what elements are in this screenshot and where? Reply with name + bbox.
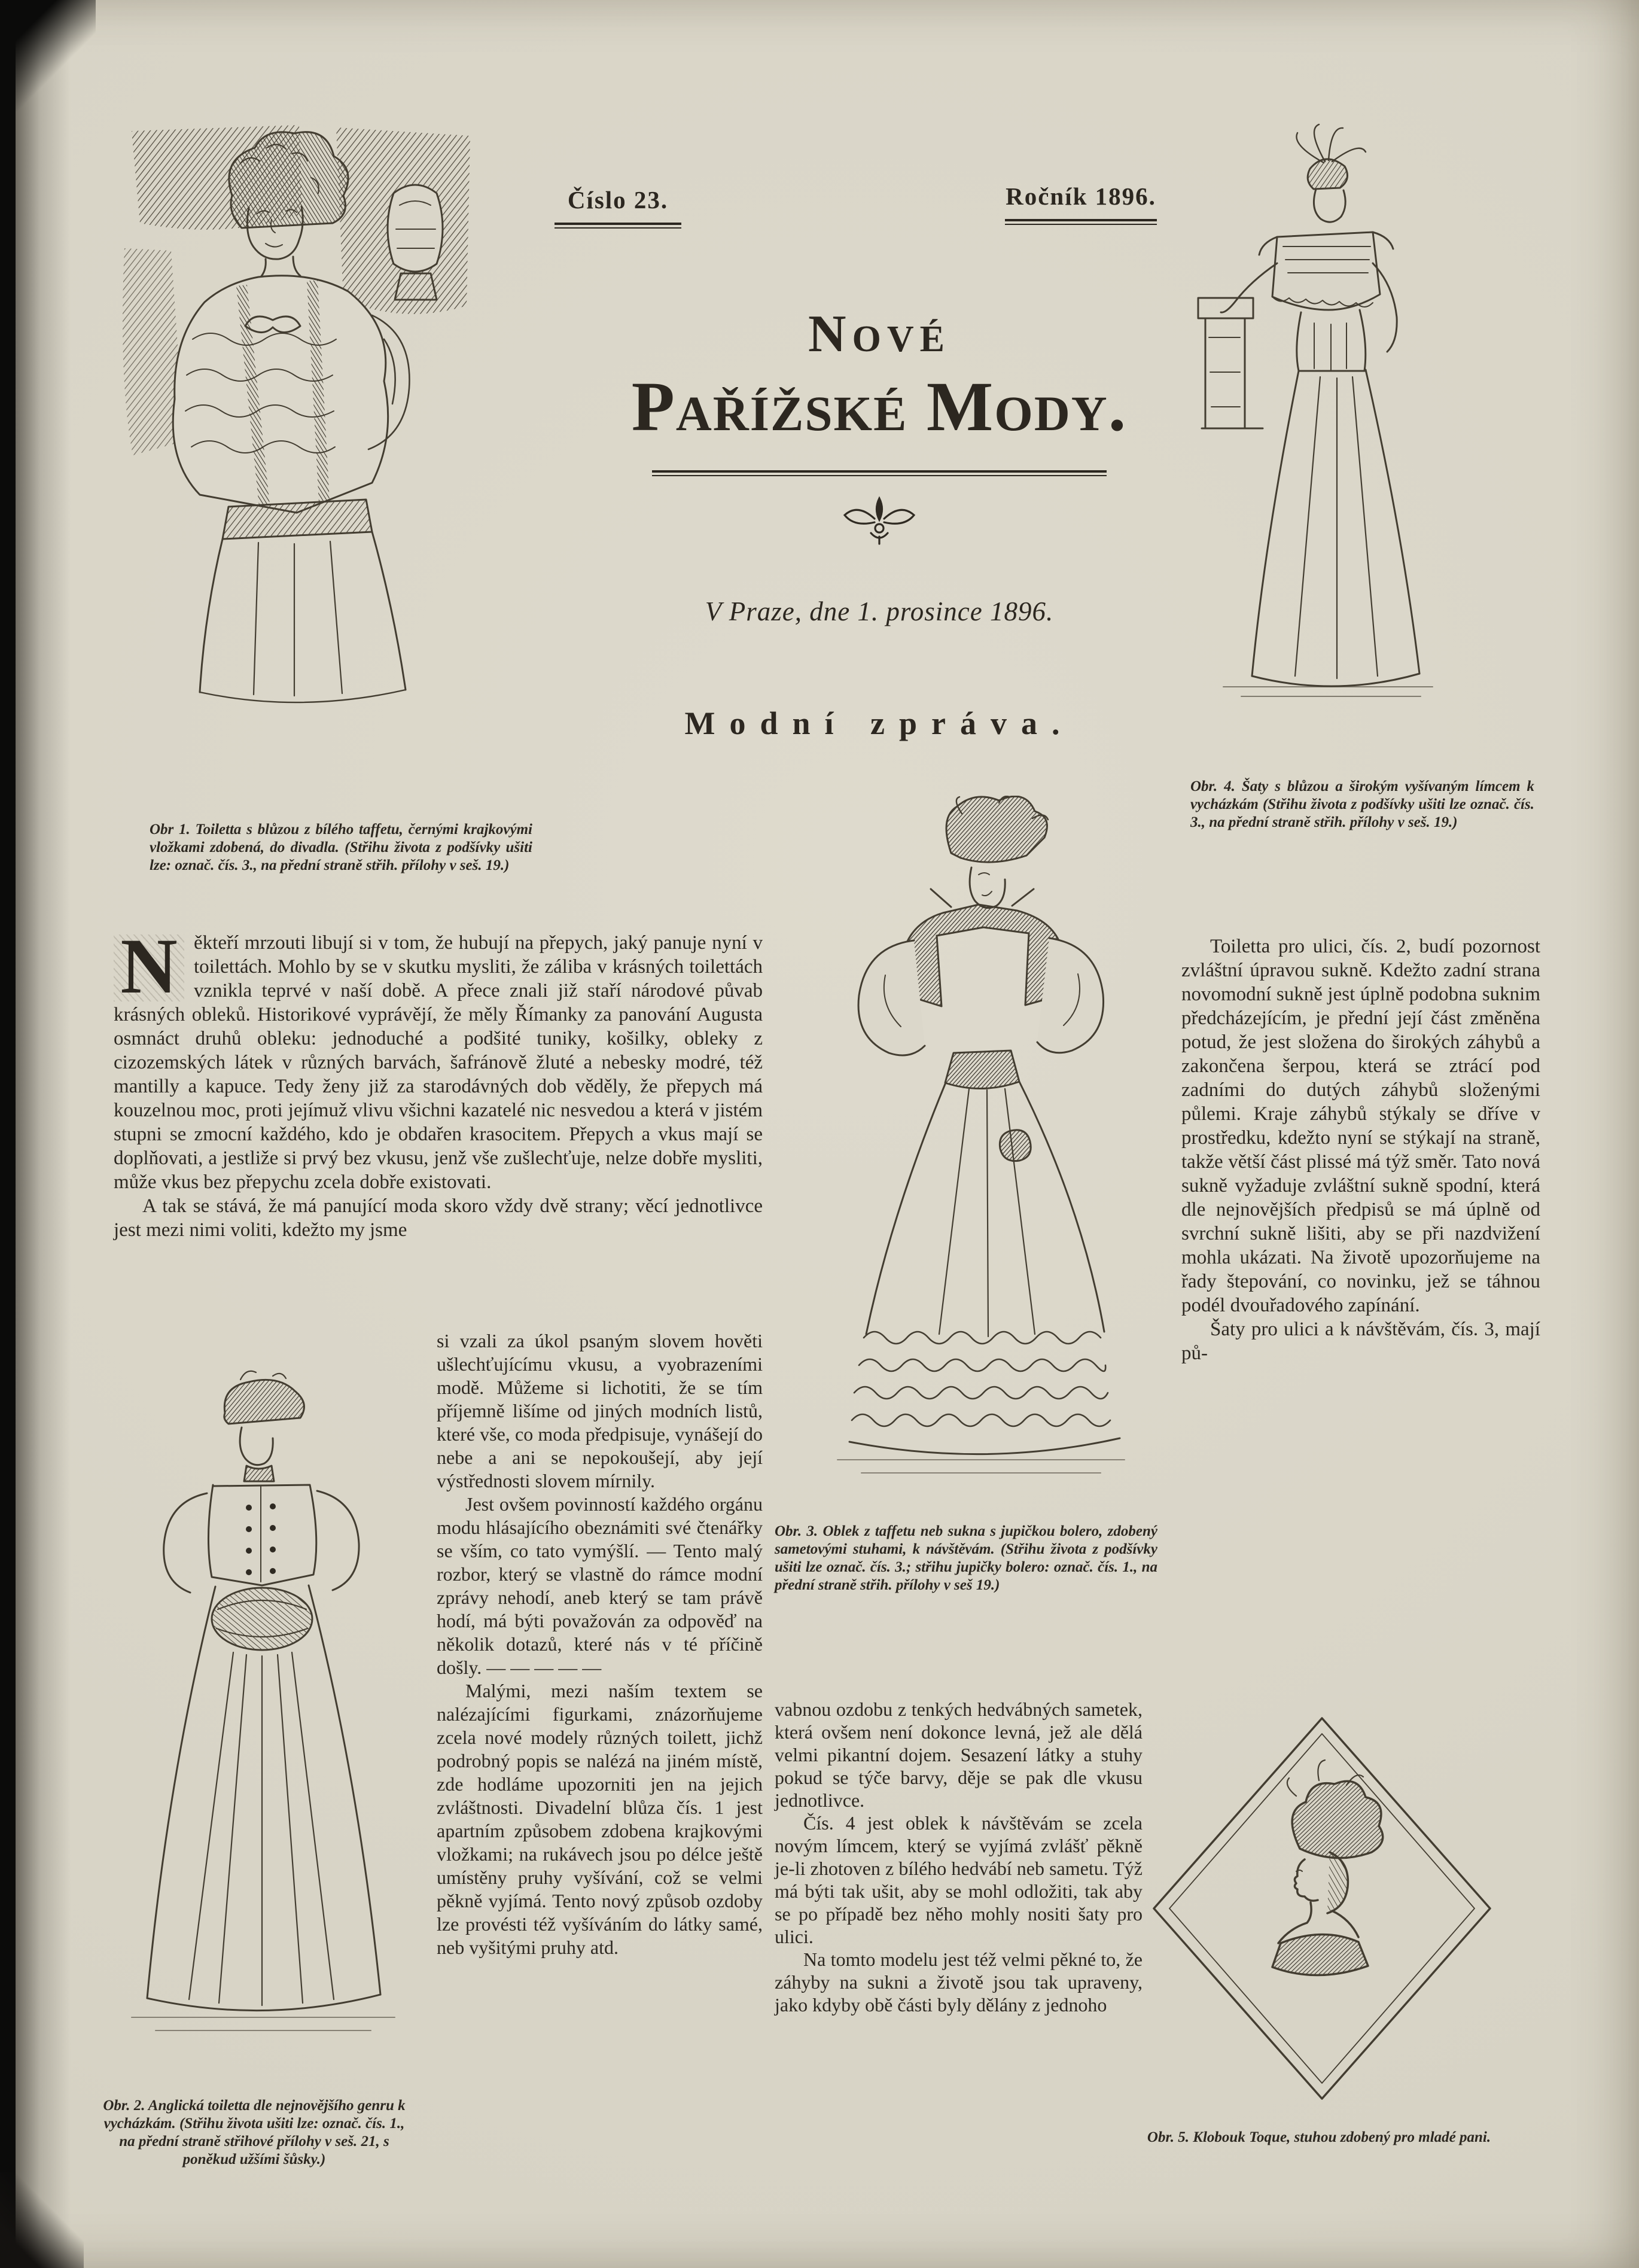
woman-theatre-blouse-engraving — [114, 123, 479, 706]
scan-corner-top-left — [0, 0, 96, 120]
paragraph-text: ěkteří mrzouti libují si v tom, že hubují na přepych, jaký panuje nyní v toilettách. Mohlo by se v skutku mysliti, že záliba v krásných toilettách vznikla teprvé v naší době. A přece znali již staří národové půvab krásných obleků. Historikové vyprávějí, že měly Římanky za panování Augusta osmnáct druhů obleku: jednoduché a podšité tuniky, košilky, obleky z cizozemských látek v různých barvách, šafránově žluté a nebesky modré, též mantilly a kapuce. Tedy ženy již za starodávných dob věděly, že přepych má kouzelnou moc, proti jejímuž vlivu všichni kazatelé nic nesvedou a která v jistém stupni se zmocní každého, kdo je obdařen krasocitem. Přepych a vkus mají se doplňovati, a jestliže si prvý bez vkusu, jenž vše zušlechťuje, nelze dobře mysliti, může vkus bez přepychu zcela dobře existovati. — [114, 932, 763, 1193]
woman-bolero-ruffled-skirt-engraving — [802, 796, 1166, 1496]
toque-hat-profile-engraving — [1140, 1706, 1504, 2111]
paragraph: Čís. 4 jest oblek k návštěvám se zcela novým límcem, který se vyjímá zvlášť pěkně je-li zhotoven z bílého hedvábí neb sametu. Týž má býti tak ušit, aby se mohl odložiti, tak aby se po případě bez něho mohly nositi šaty pro ulici. — [775, 1812, 1143, 1947]
fig4-illustration — [1187, 120, 1463, 706]
scan-corner-bottom-left — [0, 2172, 84, 2268]
article-column-middle-lower — [775, 1698, 1143, 2016]
issue-rule — [555, 223, 681, 229]
fig2-illustration — [90, 1358, 434, 2076]
paragraph: A tak se stává, že má panující moda skoro vždy dvě strany; věcí jednotlivce jest mezi nimi voliti, kdežto my jsme — [114, 1195, 763, 1241]
paragraph: Na tomto modelu jest též velmi pěkné to, že záhyby na sukni a životě jsou tak upraveny, jako kdyby obě části byly dělány z jednoho — [775, 1949, 1143, 2016]
masthead-title-small: Nové — [808, 305, 951, 363]
paragraph: Jest ovšem povinností každého orgánu modu hlásajícího obeznámiti své čtenářky se vším, co tato vymýšlí. — Tento malý rozbor, který se vlastně do rámce modní zprávy nehodí, aneb který se tam právě hodí, má býti považován za odpověď na několik dotazů, které nás v té příčině došly. — — — — — — [437, 1493, 763, 1678]
masthead-ornament-icon — [837, 492, 921, 549]
fig3-illustration — [802, 796, 1166, 1496]
issue-number: Číslo 23. — [567, 186, 669, 214]
spine-gradient — [16, 0, 71, 2268]
article-column-right — [1181, 934, 1540, 1365]
article-column-left-narrow — [437, 1329, 763, 1959]
paragraph — [114, 922, 763, 1194]
fig1-caption: Obr 1. Toiletta s blůzou z bílého taffetu, černými krajkovými vložkami zdobená, do divadla. (Střihu života z podšívky ušiti lze: označ. čís. 3., na přední straně střih. přílohy v seš. 19.) — [150, 821, 532, 873]
masthead-rule — [652, 470, 1107, 476]
article-column-left-wide — [114, 922, 763, 1242]
fig5-caption: Obr. 5. Klobouk Toque, stuhou zdobený pro mladé pani. — [1147, 2129, 1491, 2145]
volume-number: Ročník 1896. — [1006, 182, 1156, 210]
fig1-illustration — [114, 123, 479, 706]
section-title: Modní zpráva. — [684, 705, 1074, 741]
paragraph: Malými, mezi naším textem se nalézajícími figurkami, znázorňujeme zcela nové modely různých toilett, jichž podrobný popis se nalézá na jiném místě, zde hodláme upozorniti jen na jejich zvláštnosti. Divadelní blůza čís. 1 jest apartním způsobem zdobena krajkovými vložkami; na rukávech jsou po délce ještě umístěny pruhy vyšívání, což se velmi pěkně vyjímá. Tento nový způsob ozdoby lze provésti též vyšíváním do látky samé, neb vyšitými pruhy atd. — [437, 1680, 763, 1958]
paragraph: Šaty pro ulici a k návštěvám, čís. 3, mají pů- — [1181, 1319, 1540, 1364]
book-spine-shadow — [0, 0, 16, 2268]
fig5-illustration — [1140, 1706, 1504, 2111]
fig3-caption: Obr. 3. Oblek z taffetu neb sukna s jupičkou bolero, zdobený sametovými stuhami, k návštěvám. (Střihu života z podšívky ušiti lze označ. čís. 3.; střihu jupičky bolero: označ. čís. 1., na přední straně střih. přílohy v seš 19.) — [775, 1523, 1157, 1593]
woman-english-toilette-engraving — [90, 1358, 434, 2070]
drop-cap-initial: N — [114, 934, 184, 1001]
volume-rule — [1005, 219, 1157, 225]
woman-wide-collar-dress-engraving — [1187, 120, 1463, 706]
paragraph: vabnou ozdobu z tenkých hedvábných sametek, která ovšem není dokonce levná, jež ale dělá velmi pikantní dojem. Sesazení látky a stuhy pokud se týče barvy, děje se pak dle vkusu jednotlivce. — [775, 1698, 1143, 1811]
fig4-caption: Obr. 4. Šaty s blůzou a širokým vyšívaným límcem k vycházkám (Střihu života z podšívky ušiti lze označ. čís. 3., na přední straně střih. přílohy v seš. 19.) — [1190, 778, 1534, 830]
fig2-caption: Obr. 2. Anglická toiletta dle nejnovějšího genru k vycházkám. (Střihu života ušiti lze: označ. čís. 1., na přední straně střihové přílohy v seš. 21, s poněkud užšími šůsky.) — [103, 2097, 406, 2167]
dateline: V Praze, dne 1. prosince 1896. — [705, 596, 1054, 626]
paragraph: Toiletta pro ulici, čís. 2, budí pozornost zvláštní úpravou sukně. Kdežto zadní strana novomodní sukně jest úplně podobna suknim předcházejícím, je přední její část změněna potud, že jest složena do širokých záhybů a zakončena šerpou, která se ztrácí pod zadními do dutých záhybů složenými půlemi. Kraje záhybů stýkaly se dříve v prostředku, kdežto nyní se stýkají na straně, takže větší část plissé má týž směr. Tato nová sukně vyžaduje zvláštní sukně spodní, která dle nejnovějších předpisů se má úplně od svrchní sukně lišiti, aby se při nazdvižení mohla ukázati. Na životě upozorňujeme na řady štepování, co novinku, jež se táhnou podél dvouřadového zapínání. — [1181, 936, 1540, 1316]
masthead-title-main: Pařížské Mody. — [631, 367, 1128, 446]
paragraph: si vzali za úkol psaným slovem hověti ušlechťujícímu vkusu, a vyobrazeními modě. Můžeme si lichotiti, že se tím příjemně lišíme od jiných modních listů, které vše, co moda předpisuje, vynášejí do nebe a ani se nepokoušejí, aby její výstřednosti slovem mírnily. — [437, 1330, 763, 1491]
